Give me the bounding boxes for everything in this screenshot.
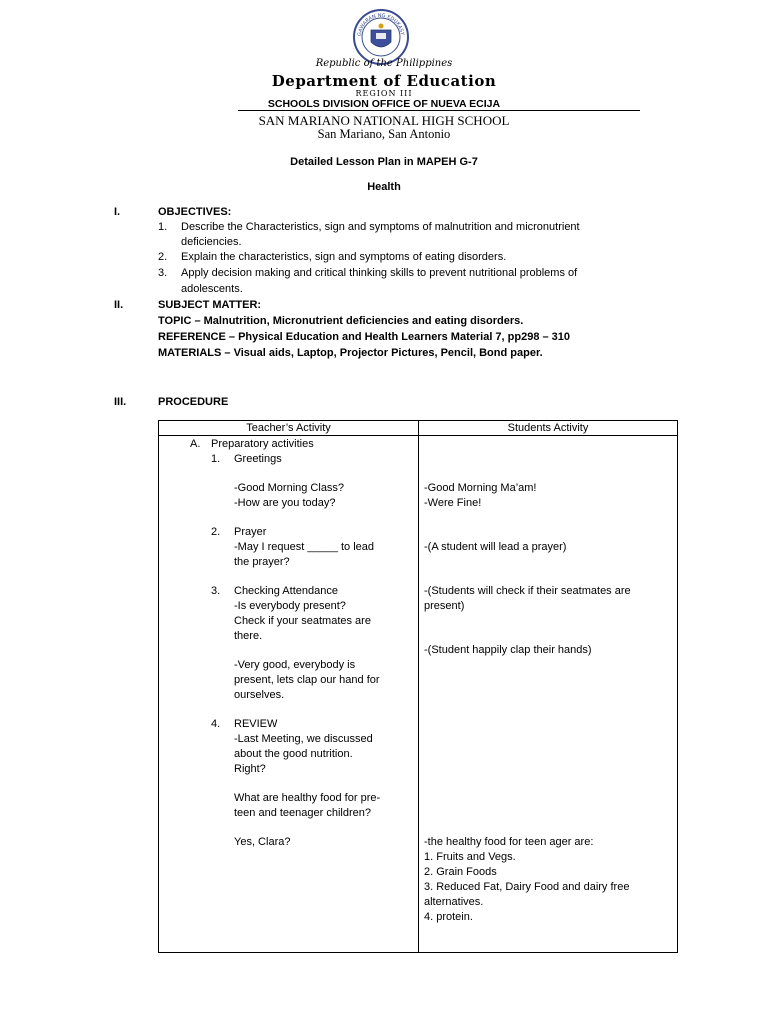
col-header-students: Students Activity (419, 421, 678, 436)
seal-text: GAWARAN NG EDUKASY (356, 12, 405, 37)
student-line: -Good Morning Ma’am! (424, 482, 537, 494)
teacher-line: -How are you today? (234, 497, 336, 509)
teacher-line: the prayer? (234, 556, 290, 568)
region-line: REGION III (355, 89, 413, 98)
col-header-teacher: Teacher’s Activity (159, 421, 419, 436)
subject-topic: TOPIC – Malnutrition, Micronutrient deficiencies and eating disorders. (158, 315, 524, 327)
document-subtitle: Health (367, 181, 401, 193)
section-num-objectives: I. (114, 206, 121, 218)
objective-num: 1. (158, 221, 168, 233)
students-activity-cell (419, 436, 678, 953)
section-heading-objectives: OBJECTIVES: (158, 206, 232, 218)
student-line: -(Student happily clap their hands) (424, 644, 592, 656)
student-line: 2. Grain Foods (424, 866, 497, 878)
student-line: 1. Fruits and Vegs. (424, 851, 516, 863)
activity-title: Prayer (234, 526, 267, 538)
subject-materials: MATERIALS – Visual aids, Laptop, Projector Pictures, Pencil, Bond paper. (158, 347, 543, 359)
teacher-line: Yes, Clara? (234, 836, 291, 848)
student-line: -the healthy food for teen ager are: (424, 836, 594, 848)
teacher-line: present, lets clap our hand for (234, 674, 380, 686)
objective-num: 3. (158, 267, 168, 279)
student-line: -(A student will lead a prayer) (424, 541, 567, 553)
section-num-subject: II. (114, 299, 124, 311)
teacher-line: -May I request _____ to lead (234, 541, 375, 553)
teacher-line: ourselves. (234, 689, 285, 701)
division-office: SCHOOLS DIVISION OFFICE OF NUEVA ECIJA (267, 98, 501, 110)
teacher-line: -Good Morning Class? (234, 482, 345, 494)
teacher-line: teen and teenager children? (234, 807, 371, 819)
section-num-procedure: III. (114, 396, 127, 408)
document-title: Detailed Lesson Plan in MAPEH G-7 (290, 156, 478, 168)
objective-num: 2. (158, 251, 168, 263)
republic-line: Republic of the Philippines (315, 58, 453, 69)
student-line: -(Students will check if their seatmates are (424, 585, 631, 597)
item-num: 3. (211, 585, 221, 597)
item-num: 1. (211, 453, 221, 465)
teacher-activity-cell (159, 436, 419, 953)
objective-text: Apply decision making and critical thinking skills to prevent nutritional problems of (181, 267, 578, 279)
subject-reference: REFERENCE – Physical Education and Health Learners Material 7, pp298 – 310 (158, 331, 571, 343)
teacher-line: -Last Meeting, we discussed (234, 733, 373, 745)
teacher-line: Check if your seatmates are (234, 615, 371, 627)
teacher-line: What are healthy food for pre- (234, 792, 381, 804)
student-line: 3. Reduced Fat, Dairy Food and dairy free (424, 881, 630, 893)
teacher-line: -Is everybody present? (234, 600, 346, 612)
school-name: SAN MARIANO NATIONAL HIGH SCHOOL (258, 113, 510, 128)
section-heading-subject: SUBJECT MATTER: (158, 299, 262, 311)
item-letter: A. (190, 438, 201, 450)
student-line: 4. protein. (424, 911, 473, 923)
objective-text: adolescents. (181, 283, 243, 295)
school-address: San Mariano, San Antonio (317, 127, 451, 141)
section-heading-procedure: PROCEDURE (158, 396, 229, 408)
student-line: -Were Fine! (424, 497, 482, 509)
teacher-line: -Very good, everybody is (234, 659, 356, 671)
activity-title: Checking Attendance (234, 585, 338, 597)
activity-title: REVIEW (234, 718, 278, 730)
item-num: 4. (211, 718, 221, 730)
student-line: alternatives. (424, 896, 484, 908)
department-name: Department of Education (271, 72, 497, 90)
teacher-line: about the good nutrition. (234, 748, 353, 760)
objective-text: Describe the Characteristics, sign and symptoms of malnutrition and micronutrient (181, 221, 580, 233)
activity-title: Greetings (234, 453, 282, 465)
teacher-line: Right? (234, 763, 266, 775)
header-divider (238, 110, 640, 111)
teacher-line: there. (234, 630, 263, 642)
objective-text: deficiencies. (181, 236, 242, 248)
objective-text: Explain the characteristics, sign and symptoms of eating disorders. (181, 251, 507, 263)
item-num: 2. (211, 526, 221, 538)
student-line: present) (424, 600, 465, 612)
procedure-table (158, 420, 678, 953)
activity-heading: Preparatory activities (211, 438, 314, 450)
